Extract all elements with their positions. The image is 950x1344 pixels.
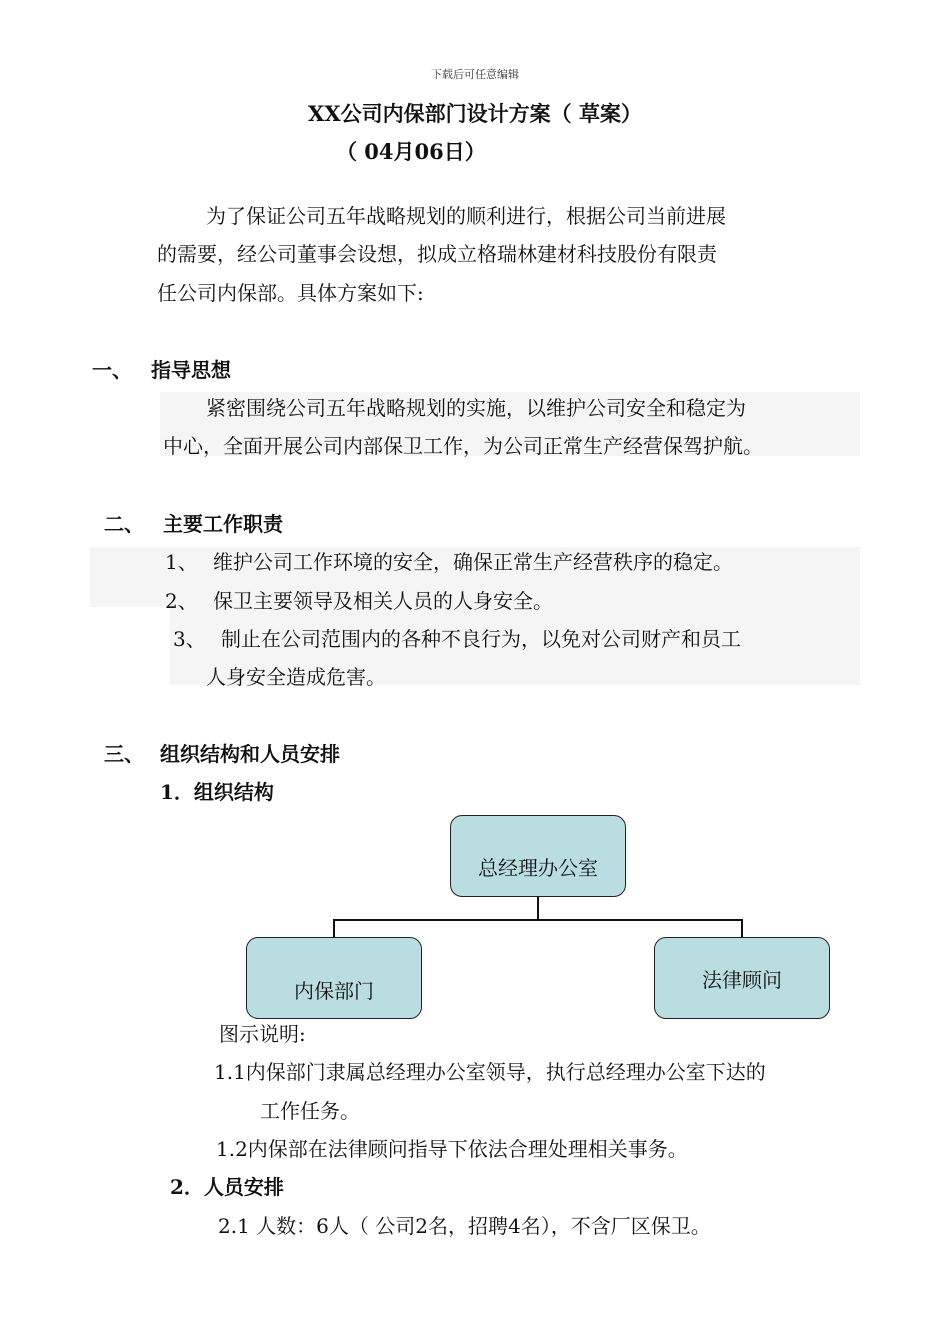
document-title: XX公司内保部门设计方案（ 草案） bbox=[308, 101, 642, 126]
section-2-number: 二、 bbox=[104, 512, 144, 536]
section-1-line-2: 中心，全面开展公司内部保卫工作，为公司正常生产经营保驾护航。 bbox=[163, 434, 763, 458]
org-connector-right bbox=[741, 919, 743, 938]
subsection-1-title: 1．组织结构 bbox=[160, 780, 274, 804]
subsection-2-title: 2．人员安排 bbox=[170, 1175, 284, 1199]
section-1-number: 一、 bbox=[92, 358, 132, 382]
section-3-title: 组织结构和人员安排 bbox=[160, 742, 340, 766]
note-1-2: 1.2内保部在法律顾问指导下依法合理处理相关事务。 bbox=[216, 1137, 688, 1161]
duty-1-text: 维护公司工作环境的安全，确保正常生产经营秩序的稳定。 bbox=[213, 550, 733, 574]
org-box-legal-advisor bbox=[654, 937, 830, 1019]
org-connector-horizontal bbox=[333, 919, 743, 921]
duty-3-text: 制止在公司范围内的各种不良行为，以免对公司财产和员工 bbox=[221, 627, 741, 651]
staff-count: 2.1 人数：6人（ 公司2名，招聘4名），不含厂区保卫。 bbox=[218, 1214, 711, 1238]
intro-line-2: 的需要，经公司董事会设想，拟成立格瑞林建材科技股份有限责 bbox=[157, 242, 717, 266]
org-box-legal-advisor-label: 法律顾问 bbox=[702, 967, 782, 992]
intro-line-1: 为了保证公司五年战略规划的顺利进行，根据公司当前进展 bbox=[206, 204, 726, 228]
section-1-line-1: 紧密围绕公司五年战略规划的实施，以维护公司安全和稳定为 bbox=[206, 396, 746, 420]
org-box-security-dept bbox=[246, 937, 422, 1019]
org-connector-vertical bbox=[537, 896, 539, 920]
document-date: （ 04月06日） bbox=[336, 139, 486, 164]
section-1-title: 指导思想 bbox=[151, 358, 231, 382]
duty-3-number: 3、 bbox=[173, 627, 206, 651]
org-box-security-dept-label: 内保部门 bbox=[294, 978, 374, 1003]
org-box-general-office-label: 总经理办公室 bbox=[478, 855, 598, 880]
org-connector-left bbox=[333, 919, 335, 939]
duty-3-continuation: 人身安全造成危害。 bbox=[206, 665, 386, 689]
duty-2-number: 2、 bbox=[165, 589, 198, 613]
section-3-number: 三、 bbox=[104, 742, 144, 766]
duty-1-number: 1、 bbox=[165, 550, 198, 574]
diagram-legend-title: 图示说明: bbox=[219, 1022, 306, 1046]
section-2-title: 主要工作职责 bbox=[163, 512, 283, 536]
note-1-1-continuation: 工作任务。 bbox=[260, 1099, 360, 1123]
org-box-general-office bbox=[450, 815, 626, 897]
note-1-1: 1.1内保部门隶属总经理办公室领导，执行总经理办公室下达的 bbox=[214, 1060, 766, 1084]
page-header: 下载后可任意编辑 bbox=[431, 68, 519, 81]
intro-line-3: 任公司内保部。具体方案如下: bbox=[157, 281, 424, 305]
duty-2-text: 保卫主要领导及相关人员的人身安全。 bbox=[213, 589, 553, 613]
